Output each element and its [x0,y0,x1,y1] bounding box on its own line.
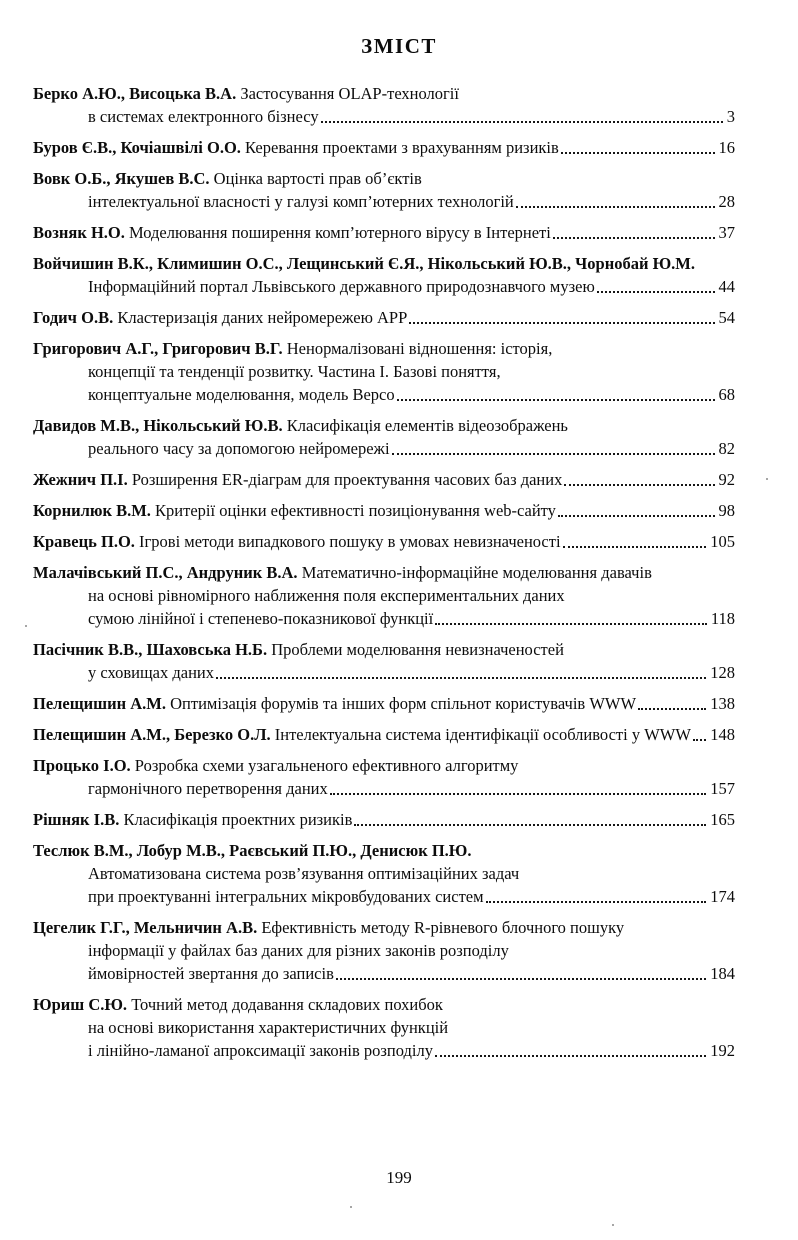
scan-speck [612,1224,614,1226]
scan-speck [766,478,768,480]
toc-entry [33,723,735,746]
toc-entry-first-line [33,561,735,584]
scan-speck [25,625,27,627]
toc-entry-continuation-line [33,105,735,128]
dot-leader [638,708,706,710]
toc-entry-continuation-line [33,1016,735,1039]
toc-entry-authors: Юриш С.Ю. [33,995,128,1014]
toc-entry [33,337,735,406]
toc-entry-title: Ефективність методу R-рівневого блочного пошуку [257,918,625,937]
toc-entry-page-number: 16 [718,138,735,157]
toc-entry [33,136,735,159]
toc-entry-first-line [33,916,735,939]
toc-entry-first-line [33,167,735,190]
toc-entry [33,993,735,1062]
toc-entry [33,692,735,715]
toc-entry-first-line [33,306,735,329]
toc-entry-title: Точний метод додавання складових похибок [127,995,443,1014]
toc-entry-title: Критерії оцінки ефективності позиціонування web-сайту [150,501,556,520]
toc-entry-first-line [33,252,735,275]
toc-entry-title: інтелектуальної власності у галузі комп’ютерних технологій [88,192,514,211]
toc-entry-page-number: 54 [718,308,735,327]
toc-entry-continuation-line [33,661,735,684]
dot-leader [392,453,715,455]
toc-entry-continuation-line [33,862,735,885]
toc-entry-page-number: 118 [710,609,735,628]
toc-entry-page-number: 105 [710,532,735,551]
toc-entry-page-number: 138 [710,694,735,713]
toc-entry-title: концепції та тенденції розвитку. Частина І. Базові поняття, [88,362,501,381]
toc-entry-authors: Возняк Н.О. [33,223,125,242]
toc-entry-continuation-line [33,939,735,962]
toc-entry-continuation-line [33,383,735,406]
toc-entry-title: Ненормалізовані відношення: історія, [282,339,553,358]
dot-leader [693,739,706,741]
toc-entry [33,221,735,244]
dot-leader [564,484,714,486]
toc-entry-continuation-line [33,1039,735,1062]
toc-entry-page-number: 184 [710,964,735,983]
page-title: ЗМІСТ [361,34,437,58]
toc-entry-page-number: 165 [710,810,735,829]
toc-entry-first-line [33,414,735,437]
toc-entry [33,82,735,128]
toc-entry-title: Оптимізація форумів та інших форм спільнот користувачів WWW [165,694,637,713]
toc-entry [33,167,735,213]
toc-entry-title: Керевання проектами з врахуванням ризиків [240,138,559,157]
toc-entry-authors: Теслюк В.М., Лобур М.В., Раєвський П.Ю., Денисюк П.Ю. [33,841,472,860]
toc-entry-authors: Малачівський П.С., Андруник В.А. [33,563,298,582]
toc-entry [33,808,735,831]
toc-entry-first-line [33,530,735,553]
toc-entry-title: на основі рівномірного наближення поля експериментальних даних [88,586,565,605]
toc-entry-continuation-line [33,962,735,985]
toc-entry-authors: Войчишин В.К., Климишин О.С., Лещинський Є.Я., Нікольський Ю.В., Чорнобай Ю.М. [33,254,695,273]
dot-leader [486,901,707,903]
toc-entry-first-line [33,839,735,862]
toc-entry-page-number: 44 [718,277,735,296]
toc-entry-page-number: 157 [710,779,735,798]
toc-entry-title: Математично-інформаційне моделювання давачів [297,563,652,582]
toc-entry-authors: Вовк О.Б., Якушев В.С. [33,169,210,188]
toc-entry-title: на основі використання характеристичних функцій [88,1018,449,1037]
toc-entry-title: при проектуванні інтегральних мікровбудованих систем [88,887,484,906]
toc-entry [33,530,735,553]
toc-entry [33,561,735,630]
toc-entry-title: в системах електронного бізнесу [88,107,319,126]
toc-entry-authors: Давидов М.В., Нікольський Ю.В. [33,416,283,435]
dot-leader [409,322,714,324]
dot-leader [321,121,723,123]
toc-entry-continuation-line [33,190,735,213]
toc-entry-authors: Пелещишин А.М. [33,694,166,713]
toc-entry [33,754,735,800]
toc-entry-authors: Жежнич П.І. [33,470,128,489]
toc-entry-authors: Рішняк І.В. [33,810,120,829]
toc-entry-first-line [33,638,735,661]
toc-entry-first-line [33,499,735,522]
toc-entry-page-number: 28 [718,192,735,211]
toc-entry-title: гармонічного перетворення даних [88,779,328,798]
toc-entry-page-number: 98 [718,501,735,520]
toc-entry-first-line [33,136,735,159]
toc-entry-title: Моделювання поширення комп’ютерного вірусу в Інтернеті [124,223,551,242]
toc-entry-page-number: 3 [726,107,735,126]
toc-entry [33,468,735,491]
dot-leader [336,978,706,980]
dot-leader [435,623,707,625]
toc-entry-title: Кластеризація даних нейромережею APP [113,308,408,327]
toc-entry-title: Інтелектуальна система ідентифікації особливості у WWW [270,725,691,744]
dot-leader [516,206,715,208]
toc-entry-title: Розробка схеми узагальненого ефективного алгоритму [130,756,519,775]
toc-entry-first-line [33,754,735,777]
toc-entry-title: і лінійно-ламаної апроксимації законів розподілу [88,1041,434,1060]
toc-entry-authors: Пелещишин А.М., Березко О.Л. [33,725,271,744]
toc-entry-title: Проблеми моделювання невизначеностей [267,640,564,659]
toc-entry-page-number: 128 [710,663,735,682]
toc-entry-title: концептуальне моделювання, модель Версо [88,385,395,404]
toc-entry-first-line [33,337,735,360]
toc-entry-page-number: 68 [718,385,735,404]
dot-leader [597,291,715,293]
toc-entry-page-number: 192 [710,1041,735,1060]
toc-entry-title: Ігрові методи випадкового пошуку в умовах невизначеності [134,532,561,551]
toc-entry-title: інформації у файлах баз даних для різних законів розподілу [88,941,509,960]
toc-entry-continuation-line [33,275,735,298]
dot-leader [563,546,707,548]
toc-entry-page-number: 148 [710,725,735,744]
toc-entry-first-line [33,808,735,831]
toc-entry-continuation-line [33,607,735,630]
toc-entry-title: сумою лінійної і степенево-показникової функції [88,609,434,628]
toc-entry-continuation-line [33,437,735,460]
toc-entry-authors: Буров Є.В., Кочіашвілі О.О. [33,138,241,157]
toc-entry-first-line [33,221,735,244]
toc-entry-continuation-line [33,584,735,607]
toc-entry-title: Автоматизована система розв’язування оптимізаційних задач [88,864,520,883]
toc-entry-continuation-line [33,777,735,800]
dot-leader [558,515,715,517]
dot-leader [435,1055,706,1057]
toc-entry [33,414,735,460]
toc-entry-title: Оцінка вартості прав об’єктів [209,169,422,188]
toc-entry-title: Класифікація проектних ризиків [119,810,353,829]
toc-entry-title: у сховищах даних [88,663,215,682]
toc-entry [33,252,735,298]
dot-leader [330,793,707,795]
toc-entry-title: Класифікація елементів відеозображень [282,416,568,435]
toc-entry-title: ймовірностей звертання до записів [88,964,334,983]
toc-entry-authors: Процько І.О. [33,756,131,775]
dot-leader [354,824,706,826]
toc-entry-authors: Цегелик Г.Г., Мельничин А.В. [33,918,258,937]
dot-leader [397,399,715,401]
toc-entry-first-line [33,468,735,491]
toc-entry-authors: Годич О.В. [33,308,114,327]
toc-entry-authors: Берко А.Ю., Висоцька В.А. [33,84,237,103]
dot-leader [553,237,715,239]
dot-leader [561,152,715,154]
toc-entry-authors: Корнилюк В.М. [33,501,151,520]
toc-entry-first-line [33,723,735,746]
page-number: 199 [386,1168,412,1187]
toc-entry-title: Розширення ER-діаграм для проектування часових баз даних [127,470,563,489]
toc-entry-page-number: 174 [710,887,735,906]
toc-entry-authors: Кравець П.О. [33,532,135,551]
toc-entry-title: реального часу за допомогою нейромережі [88,439,390,458]
toc-entry-page-number: 82 [718,439,735,458]
toc-entry [33,306,735,329]
toc-entry-authors: Григорович А.Г., Григорович В.Г. [33,339,283,358]
toc-entry-continuation-line [33,360,735,383]
toc-entry-page-number: 92 [718,470,735,489]
toc-entry-first-line [33,993,735,1016]
toc-entry [33,916,735,985]
toc-entry-first-line [33,692,735,715]
scan-speck [350,1206,352,1208]
toc-entry-first-line [33,82,735,105]
toc-entry-title: Застосування OLAP-технології [236,84,459,103]
toc-entry-title: Інформаційний портал Львівського державного природознавчого музею [88,277,595,296]
toc-entry [33,839,735,908]
toc-entry [33,638,735,684]
toc-list [33,82,735,1070]
dot-leader [216,677,706,679]
toc-entry-authors: Пасічник В.В., Шаховська Н.Б. [33,640,268,659]
toc-entry-page-number: 37 [718,223,735,242]
toc-entry [33,499,735,522]
toc-entry-continuation-line [33,885,735,908]
